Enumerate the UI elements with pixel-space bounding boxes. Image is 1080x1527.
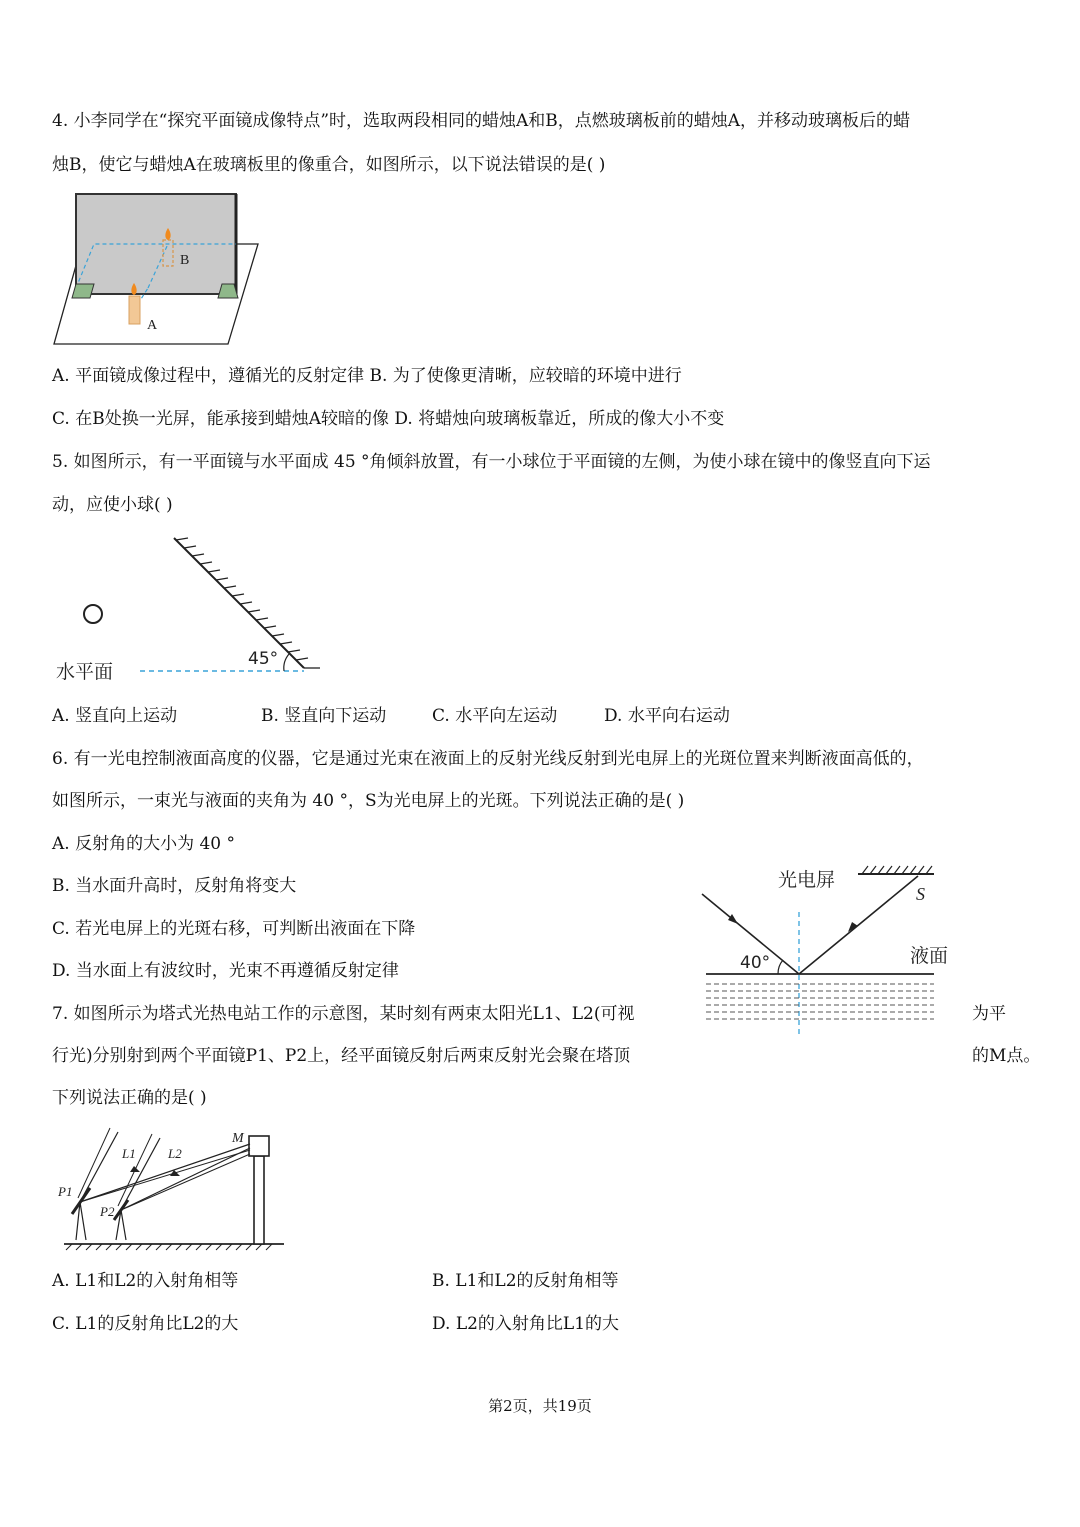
q6-option-b: B. 当水面升高时，反射角将变大 — [52, 876, 297, 896]
q7-tower — [254, 1156, 264, 1244]
q7-option-b: B. L1和L2的反射角相等 — [432, 1271, 619, 1291]
q7-reflected-p2 — [121, 1148, 250, 1210]
q5-stem-line1: 5. 如图所示，有一平面镜与水平面成 45 °角倾斜放置，有一小球位于平面镜的左侧，为使小球在镜中的像竖直向下运 — [52, 452, 931, 472]
q5-option-c: C. 水平向左运动 — [432, 706, 558, 726]
q5-horizontal-label: 水平面 — [56, 661, 114, 683]
q4-options-ab: A. 平面镜成像过程中，遵循光的反射定律 B. 为了使像更清晰，应较暗的环境中进行 — [52, 366, 682, 386]
page-footer: 第2页，共19页 — [488, 1397, 592, 1415]
q4-label-b: B — [180, 253, 190, 268]
q5-figure — [52, 532, 342, 692]
q5-mirror — [174, 538, 304, 668]
q6-option-c: C. 若光电屏上的光斑右移，可判断出液面在下降 — [52, 919, 416, 939]
q7-figure — [56, 1122, 291, 1252]
q4-candle-a — [129, 296, 140, 324]
q6-angle-label: 40° — [740, 953, 771, 973]
q4-stem-line1: 4. 小李同学在“探究平面镜成像特点”时，选取两段相同的蜡烛A和B，点燃玻璃板前的蜡烛A，并移动玻璃板后的蜡 — [52, 111, 911, 131]
q7-stem-line1: 7. 如图所示为塔式光热电站工作的示意图，某时刻有两束太阳光L1、L2(可视 — [52, 1004, 635, 1024]
q7-option-a: A. L1和L2的入射角相等 — [52, 1271, 239, 1291]
q5-option-d: D. 水平向右运动 — [604, 706, 730, 726]
q7-option-c: C. L1的反射角比L2的大 — [52, 1314, 239, 1334]
q7-stem-line3: 下列说法正确的是( ) — [52, 1088, 207, 1108]
q5-stem-line2: 动，应使小球( ) — [52, 495, 173, 515]
q5-ball — [84, 605, 102, 623]
q7-reflected-p1 — [80, 1144, 250, 1202]
q6-option-d: D. 当水面上有波纹时，光束不再遵循反射定律 — [52, 961, 399, 981]
q7-label-p1: P1 — [58, 1184, 73, 1199]
q6-figure — [698, 860, 968, 1040]
q4-options-cd: C. 在B处换一光屏，能承接到蜡烛A较暗的像 D. 将蜡烛向玻璃板靠近，所成的像大小不变 — [52, 409, 725, 429]
q7-label-p2: P2 — [100, 1204, 115, 1219]
q7-label-l1: L1 — [122, 1146, 136, 1161]
q4-left-support — [72, 284, 94, 298]
q4-label-a: A — [147, 318, 158, 333]
q7-label-m: M — [232, 1131, 244, 1146]
q6-stem-line2: 如图所示，一束光与液面的夹角为 40 °，S为光电屏上的光斑。下列说法正确的是( ) — [52, 791, 685, 811]
q5-option-a: A. 竖直向上运动 — [52, 706, 178, 726]
q7-label-l2: L2 — [168, 1146, 182, 1161]
q7-stem-line2: 行光)分别射到两个平面镜P1、P2上，经平面镜反射后两束反射光会聚在塔顶 — [52, 1046, 631, 1066]
q4-stem-line2: 烛B，使它与蜡烛A在玻璃板里的像重合，如图所示，以下说法错误的是( ) — [52, 155, 606, 175]
q4-glass-plate — [76, 194, 236, 294]
q7-receiver-m — [249, 1136, 269, 1156]
q7-stem-line2-end: 的M点。 — [972, 1046, 1041, 1066]
q7-stem-line1-end: 为平 — [972, 1004, 1006, 1024]
q6-liquid-label: 液面 — [910, 945, 949, 967]
q6-liquid-body — [706, 984, 934, 1019]
q5-angle-label: 45° — [248, 649, 279, 669]
q7-option-d: D. L2的入射角比L1的大 — [432, 1314, 620, 1334]
q6-option-a: A. 反射角的大小为 40 ° — [52, 834, 236, 854]
q6-stem-line1: 6. 有一光电控制液面高度的仪器，它是通过光束在液面上的反射光线反射到光电屏上的光斑位置来判断液面高低的， — [52, 749, 924, 769]
q5-option-b: B. 竖直向下运动 — [261, 706, 387, 726]
q4-right-support — [218, 284, 238, 298]
q6-screen-label: 光电屏 — [778, 869, 836, 891]
q4-figure — [52, 188, 262, 348]
q6-spot-label: S — [916, 884, 925, 904]
